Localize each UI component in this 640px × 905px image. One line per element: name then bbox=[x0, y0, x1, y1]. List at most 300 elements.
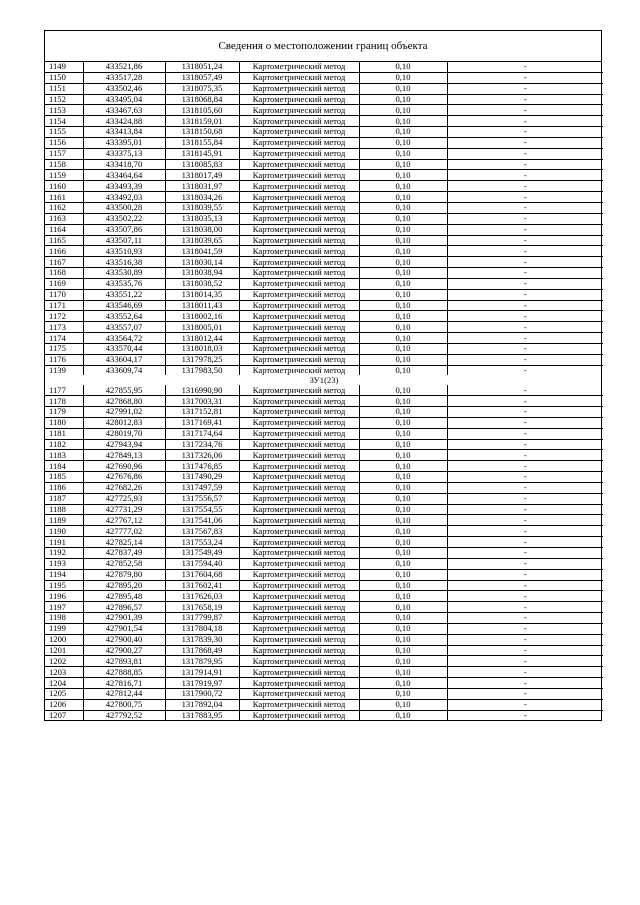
y-coordinate-cell: 1317476,85 bbox=[165, 461, 239, 472]
description-cell: - bbox=[447, 417, 603, 428]
x-coordinate-cell: 433418,70 bbox=[83, 159, 165, 170]
precision-cell: 0,10 bbox=[359, 127, 447, 138]
table-row bbox=[45, 311, 603, 322]
description-cell: - bbox=[447, 450, 603, 461]
table-row bbox=[45, 343, 603, 354]
method-cell: Картометрический метод bbox=[239, 127, 359, 138]
x-coordinate-cell: 427991,02 bbox=[83, 407, 165, 418]
x-coordinate-cell: 433604,17 bbox=[83, 354, 165, 365]
x-coordinate-cell: 433535,76 bbox=[83, 278, 165, 289]
precision-cell: 0,10 bbox=[359, 482, 447, 493]
table-row bbox=[45, 407, 603, 418]
precision-cell: 0,10 bbox=[359, 311, 447, 322]
point-number-cell: 1195 bbox=[45, 580, 83, 591]
method-cell: Картометрический метод bbox=[239, 105, 359, 116]
point-number-cell: 1158 bbox=[45, 159, 83, 170]
point-number-cell: 1193 bbox=[45, 558, 83, 569]
precision-cell: 0,10 bbox=[359, 667, 447, 678]
description-cell: - bbox=[447, 634, 603, 645]
table-body-part-2 bbox=[45, 385, 603, 720]
precision-cell: 0,10 bbox=[359, 343, 447, 354]
y-coordinate-cell: 1317604,68 bbox=[165, 569, 239, 580]
section-row bbox=[45, 375, 603, 385]
y-coordinate-cell: 1318068,84 bbox=[165, 94, 239, 105]
x-coordinate-cell: 433570,44 bbox=[83, 343, 165, 354]
x-coordinate-cell: 433510,93 bbox=[83, 246, 165, 257]
method-cell: Картометрический метод bbox=[239, 385, 359, 395]
x-coordinate-cell: 433493,39 bbox=[83, 181, 165, 192]
table-row bbox=[45, 613, 603, 624]
y-coordinate-cell: 1318039,55 bbox=[165, 202, 239, 213]
point-number-cell: 1200 bbox=[45, 634, 83, 645]
y-coordinate-cell: 1318159,01 bbox=[165, 116, 239, 127]
table-row bbox=[45, 439, 603, 450]
method-cell: Картометрический метод bbox=[239, 354, 359, 365]
x-coordinate-cell: 427812,44 bbox=[83, 688, 165, 699]
x-coordinate-cell: 433551,22 bbox=[83, 289, 165, 300]
point-number-cell: 1177 bbox=[45, 385, 83, 395]
y-coordinate-cell: 1318085,83 bbox=[165, 159, 239, 170]
x-coordinate-cell: 433530,89 bbox=[83, 268, 165, 279]
point-number-cell: 1205 bbox=[45, 688, 83, 699]
method-cell: Картометрический метод bbox=[239, 428, 359, 439]
description-cell: - bbox=[447, 333, 603, 344]
y-coordinate-cell: 1317839,30 bbox=[165, 634, 239, 645]
table-row bbox=[45, 710, 603, 720]
description-cell: - bbox=[447, 289, 603, 300]
method-cell: Картометрический метод bbox=[239, 268, 359, 279]
y-coordinate-cell: 1318038,52 bbox=[165, 278, 239, 289]
method-cell: Картометрический метод bbox=[239, 94, 359, 105]
method-cell: Картометрический метод bbox=[239, 526, 359, 537]
x-coordinate-cell: 433546,69 bbox=[83, 300, 165, 311]
description-cell: - bbox=[447, 656, 603, 667]
table-row bbox=[45, 667, 603, 678]
x-coordinate-cell: 433395,01 bbox=[83, 137, 165, 148]
y-coordinate-cell: 1318002,16 bbox=[165, 311, 239, 322]
x-coordinate-cell: 427725,93 bbox=[83, 493, 165, 504]
precision-cell: 0,10 bbox=[359, 213, 447, 224]
method-cell: Картометрический метод bbox=[239, 137, 359, 148]
x-coordinate-cell: 427837,49 bbox=[83, 547, 165, 558]
table-row bbox=[45, 537, 603, 548]
x-coordinate-cell: 433507,11 bbox=[83, 235, 165, 246]
table-row bbox=[45, 450, 603, 461]
description-cell: - bbox=[447, 300, 603, 311]
table-body-part-1 bbox=[45, 62, 603, 375]
x-coordinate-cell: 427855,95 bbox=[83, 385, 165, 395]
table-row bbox=[45, 246, 603, 257]
point-number-cell: 1165 bbox=[45, 235, 83, 246]
description-cell: - bbox=[447, 83, 603, 94]
method-cell: Картометрический метод bbox=[239, 667, 359, 678]
method-cell: Картометрический метод bbox=[239, 181, 359, 192]
table-row bbox=[45, 278, 603, 289]
y-coordinate-cell: 1317554,55 bbox=[165, 504, 239, 515]
point-number-cell: 1159 bbox=[45, 170, 83, 181]
y-coordinate-cell: 1317892,04 bbox=[165, 699, 239, 710]
point-number-cell: 1206 bbox=[45, 699, 83, 710]
y-coordinate-cell: 1318038,00 bbox=[165, 224, 239, 235]
precision-cell: 0,10 bbox=[359, 322, 447, 333]
point-number-cell: 1164 bbox=[45, 224, 83, 235]
description-cell: - bbox=[447, 428, 603, 439]
description-cell: - bbox=[447, 613, 603, 624]
x-coordinate-cell: 427895,48 bbox=[83, 591, 165, 602]
point-number-cell: 1157 bbox=[45, 148, 83, 159]
x-coordinate-cell: 427901,39 bbox=[83, 613, 165, 624]
table-row bbox=[45, 515, 603, 526]
table-row bbox=[45, 678, 603, 689]
description-cell: - bbox=[447, 407, 603, 418]
description-cell: - bbox=[447, 515, 603, 526]
y-coordinate-cell: 1317594,40 bbox=[165, 558, 239, 569]
y-coordinate-cell: 1316990,90 bbox=[165, 385, 239, 395]
table-row bbox=[45, 699, 603, 710]
y-coordinate-cell: 1317804,18 bbox=[165, 623, 239, 634]
precision-cell: 0,10 bbox=[359, 569, 447, 580]
table-row bbox=[45, 148, 603, 159]
description-cell: - bbox=[447, 699, 603, 710]
precision-cell: 0,10 bbox=[359, 289, 447, 300]
table-row bbox=[45, 634, 603, 645]
x-coordinate-cell: 427879,80 bbox=[83, 569, 165, 580]
point-number-cell: 1153 bbox=[45, 105, 83, 116]
method-cell: Картометрический метод bbox=[239, 504, 359, 515]
x-coordinate-cell: 427900,40 bbox=[83, 634, 165, 645]
description-cell: - bbox=[447, 116, 603, 127]
y-coordinate-cell: 1317169,41 bbox=[165, 417, 239, 428]
y-coordinate-cell: 1317799,87 bbox=[165, 613, 239, 624]
y-coordinate-cell: 1318012,44 bbox=[165, 333, 239, 344]
precision-cell: 0,10 bbox=[359, 224, 447, 235]
x-coordinate-cell: 427849,13 bbox=[83, 450, 165, 461]
y-coordinate-cell: 1317556,57 bbox=[165, 493, 239, 504]
description-cell: - bbox=[447, 688, 603, 699]
method-cell: Картометрический метод bbox=[239, 472, 359, 483]
table-row bbox=[45, 547, 603, 558]
description-cell: - bbox=[447, 181, 603, 192]
table-row bbox=[45, 580, 603, 591]
precision-cell: 0,10 bbox=[359, 72, 447, 83]
description-cell: - bbox=[447, 224, 603, 235]
y-coordinate-cell: 1318041,59 bbox=[165, 246, 239, 257]
table-row bbox=[45, 461, 603, 472]
description-cell: - bbox=[447, 213, 603, 224]
precision-cell: 0,10 bbox=[359, 181, 447, 192]
point-number-cell: 1150 bbox=[45, 72, 83, 83]
point-number-cell: 1154 bbox=[45, 116, 83, 127]
table-row bbox=[45, 127, 603, 138]
method-cell: Картометрический метод bbox=[239, 634, 359, 645]
table-row bbox=[45, 645, 603, 656]
coordinates-table bbox=[45, 62, 603, 720]
y-coordinate-cell: 1317553,24 bbox=[165, 537, 239, 548]
description-cell: - bbox=[447, 311, 603, 322]
document-title: Сведения о местоположении границ объекта bbox=[45, 31, 601, 62]
method-cell: Картометрический метод bbox=[239, 580, 359, 591]
x-coordinate-cell: 427901,54 bbox=[83, 623, 165, 634]
table-row bbox=[45, 116, 603, 127]
x-coordinate-cell: 428012,83 bbox=[83, 417, 165, 428]
table-row bbox=[45, 417, 603, 428]
description-cell: - bbox=[447, 170, 603, 181]
precision-cell: 0,10 bbox=[359, 623, 447, 634]
table-row bbox=[45, 300, 603, 311]
precision-cell: 0,10 bbox=[359, 472, 447, 483]
table-row bbox=[45, 526, 603, 537]
x-coordinate-cell: 427731,29 bbox=[83, 504, 165, 515]
point-number-cell: 1190 bbox=[45, 526, 83, 537]
description-cell: - bbox=[447, 62, 603, 72]
description-cell: - bbox=[447, 678, 603, 689]
y-coordinate-cell: 1318038,94 bbox=[165, 268, 239, 279]
y-coordinate-cell: 1317003,31 bbox=[165, 396, 239, 407]
description-cell: - bbox=[447, 558, 603, 569]
x-coordinate-cell: 433557,07 bbox=[83, 322, 165, 333]
point-number-cell: 1171 bbox=[45, 300, 83, 311]
x-coordinate-cell: 433521,86 bbox=[83, 62, 165, 72]
method-cell: Картометрический метод bbox=[239, 83, 359, 94]
x-coordinate-cell: 433492,03 bbox=[83, 192, 165, 203]
description-cell: - bbox=[523, 710, 527, 721]
table-row bbox=[45, 482, 603, 493]
x-coordinate-cell: 427900,27 bbox=[83, 645, 165, 656]
y-coordinate-cell: 1317983,50 bbox=[165, 365, 239, 375]
table-row bbox=[45, 428, 603, 439]
point-number-cell: 1204 bbox=[45, 678, 83, 689]
description-cell: - bbox=[447, 278, 603, 289]
table-row bbox=[45, 192, 603, 203]
description-cell: - bbox=[447, 645, 603, 656]
method-cell: Картометрический метод bbox=[239, 235, 359, 246]
point-number-cell: 1189 bbox=[45, 515, 83, 526]
precision-cell: 0,10 bbox=[359, 202, 447, 213]
x-coordinate-cell: 433464,64 bbox=[83, 170, 165, 181]
method-cell: Картометрический метод bbox=[239, 289, 359, 300]
point-number-cell: 1197 bbox=[45, 602, 83, 613]
x-coordinate-cell: 427825,14 bbox=[83, 537, 165, 548]
precision-cell: 0,10 bbox=[359, 699, 447, 710]
table-row bbox=[45, 235, 603, 246]
table-row bbox=[45, 385, 603, 395]
description-cell: - bbox=[447, 472, 603, 483]
precision-cell: 0,10 bbox=[359, 170, 447, 181]
point-number-cell: 1179 bbox=[45, 407, 83, 418]
table-row bbox=[45, 504, 603, 515]
x-coordinate-cell: 433517,28 bbox=[83, 72, 165, 83]
table-row bbox=[45, 170, 603, 181]
y-coordinate-cell: 1317174,64 bbox=[165, 428, 239, 439]
method-cell: Картометрический метод bbox=[239, 613, 359, 624]
table-row bbox=[45, 602, 603, 613]
precision-cell: 0,10 bbox=[359, 268, 447, 279]
y-coordinate-cell: 1317567,83 bbox=[165, 526, 239, 537]
precision-cell: 0,10 bbox=[359, 558, 447, 569]
precision-cell: 0,10 bbox=[359, 365, 447, 375]
description-cell: - bbox=[447, 354, 603, 365]
y-coordinate-cell: 1318150,68 bbox=[165, 127, 239, 138]
y-coordinate-cell: 1318031,97 bbox=[165, 181, 239, 192]
x-coordinate-cell: 433375,13 bbox=[83, 148, 165, 159]
method-cell: Картометрический метод bbox=[239, 537, 359, 548]
table-row bbox=[45, 83, 603, 94]
y-coordinate-cell: 1318051,24 bbox=[165, 62, 239, 72]
point-number-cell: 1181 bbox=[45, 428, 83, 439]
y-coordinate-cell: 1318005,01 bbox=[165, 322, 239, 333]
x-coordinate-cell: 433495,04 bbox=[83, 94, 165, 105]
precision-cell: 0,10 bbox=[359, 417, 447, 428]
x-coordinate-cell: 433516,38 bbox=[83, 257, 165, 268]
x-coordinate-cell: 433424,88 bbox=[83, 116, 165, 127]
table-row bbox=[45, 472, 603, 483]
description-cell: - bbox=[447, 504, 603, 515]
table-row bbox=[45, 354, 603, 365]
y-coordinate-cell: 1318011,43 bbox=[165, 300, 239, 311]
precision-cell: 0,10 bbox=[359, 710, 447, 720]
description-cell: - bbox=[447, 623, 603, 634]
table-row bbox=[45, 569, 603, 580]
table-row bbox=[45, 105, 603, 116]
description-cell: - bbox=[447, 482, 603, 493]
point-number-cell: 1149 bbox=[45, 62, 83, 72]
x-coordinate-cell: 433467,63 bbox=[83, 105, 165, 116]
description-cell: - bbox=[447, 385, 603, 395]
x-coordinate-cell: 427690,96 bbox=[83, 461, 165, 472]
y-coordinate-cell: 1318105,60 bbox=[165, 105, 239, 116]
point-number-cell: 1186 bbox=[45, 482, 83, 493]
point-number-cell: 1172 bbox=[45, 311, 83, 322]
method-cell: Картометрический метод bbox=[239, 417, 359, 428]
description-cell: - bbox=[447, 461, 603, 472]
description-cell: - bbox=[447, 257, 603, 268]
y-coordinate-cell: 1317879,95 bbox=[165, 656, 239, 667]
y-coordinate-cell: 1318155,84 bbox=[165, 137, 239, 148]
y-coordinate-cell: 1317152,81 bbox=[165, 407, 239, 418]
y-coordinate-cell: 1318017,49 bbox=[165, 170, 239, 181]
method-cell: Картометрический метод bbox=[239, 278, 359, 289]
method-cell: Картометрический метод bbox=[239, 515, 359, 526]
description-cell: - bbox=[447, 537, 603, 548]
point-number-cell: 1183 bbox=[45, 450, 83, 461]
y-coordinate-cell: 1317868,49 bbox=[165, 645, 239, 656]
x-coordinate-cell: 427676,86 bbox=[83, 472, 165, 483]
method-cell: Картометрический метод bbox=[239, 365, 359, 375]
x-coordinate-cell: 427816,71 bbox=[83, 678, 165, 689]
point-number-cell: 1191 bbox=[45, 537, 83, 548]
description-cell: - bbox=[447, 246, 603, 257]
description-cell: - bbox=[447, 105, 603, 116]
method-cell: Картометрический метод bbox=[239, 170, 359, 181]
point-number-cell: 1173 bbox=[45, 322, 83, 333]
precision-cell: 0,10 bbox=[359, 300, 447, 311]
precision-cell: 0,10 bbox=[359, 278, 447, 289]
method-cell: Картометрический метод bbox=[239, 450, 359, 461]
x-coordinate-cell: 433507,86 bbox=[83, 224, 165, 235]
method-cell: Картометрический метод bbox=[239, 148, 359, 159]
precision-cell: 0,10 bbox=[359, 94, 447, 105]
precision-cell: 0,10 bbox=[359, 246, 447, 257]
y-coordinate-cell: 1318018,03 bbox=[165, 343, 239, 354]
precision-cell: 0,10 bbox=[359, 461, 447, 472]
precision-cell: 0,10 bbox=[359, 396, 447, 407]
table-row bbox=[45, 181, 603, 192]
point-number-cell: 1169 bbox=[45, 278, 83, 289]
table-row bbox=[45, 213, 603, 224]
method-cell: Картометрический метод bbox=[239, 602, 359, 613]
precision-cell: 0,10 bbox=[359, 547, 447, 558]
description-cell: - bbox=[447, 591, 603, 602]
point-number-cell: 1161 bbox=[45, 192, 83, 203]
description-cell: - bbox=[447, 396, 603, 407]
precision-cell: 0,10 bbox=[359, 537, 447, 548]
precision-cell: 0,10 bbox=[359, 493, 447, 504]
table-row bbox=[45, 558, 603, 569]
precision-cell: 0,10 bbox=[359, 116, 447, 127]
method-cell: Картометрический метод bbox=[239, 591, 359, 602]
precision-cell: 0,10 bbox=[359, 385, 447, 395]
point-number-cell: 1182 bbox=[45, 439, 83, 450]
x-coordinate-cell: 427682,26 bbox=[83, 482, 165, 493]
y-coordinate-cell: 1317900,72 bbox=[165, 688, 239, 699]
precision-cell: 0,10 bbox=[359, 83, 447, 94]
x-coordinate-cell: 427943,94 bbox=[83, 439, 165, 450]
precision-cell: 0,10 bbox=[359, 613, 447, 624]
description-cell: - bbox=[447, 580, 603, 591]
precision-cell: 0,10 bbox=[359, 645, 447, 656]
x-coordinate-cell: 427868,80 bbox=[83, 396, 165, 407]
x-coordinate-cell: 433500,28 bbox=[83, 202, 165, 213]
method-cell: Картометрический метод bbox=[239, 322, 359, 333]
point-number-cell: 1155 bbox=[45, 127, 83, 138]
y-coordinate-cell: 1317497,59 bbox=[165, 482, 239, 493]
point-number-cell: 1203 bbox=[45, 667, 83, 678]
table-row bbox=[45, 396, 603, 407]
point-number-cell: 1152 bbox=[45, 94, 83, 105]
point-number-cell: 1199 bbox=[45, 623, 83, 634]
method-cell: Картометрический метод bbox=[239, 678, 359, 689]
description-cell: - bbox=[447, 72, 603, 83]
precision-cell: 0,10 bbox=[359, 678, 447, 689]
section-header bbox=[45, 375, 603, 385]
point-number-cell: 1180 bbox=[45, 417, 83, 428]
method-cell: Картометрический метод bbox=[239, 159, 359, 170]
y-coordinate-cell: 1317326,06 bbox=[165, 450, 239, 461]
method-cell: Картометрический метод bbox=[239, 116, 359, 127]
description-cell: - bbox=[447, 602, 603, 613]
description-cell: - bbox=[447, 547, 603, 558]
precision-cell: 0,10 bbox=[359, 504, 447, 515]
method-cell: Картометрический метод bbox=[239, 246, 359, 257]
point-number-cell: 1176 bbox=[45, 354, 83, 365]
point-number-cell: 1185 bbox=[45, 472, 83, 483]
y-coordinate-cell: 1318057,49 bbox=[165, 72, 239, 83]
point-number-cell: 1168 bbox=[45, 268, 83, 279]
precision-cell: 0,10 bbox=[359, 634, 447, 645]
table-row bbox=[45, 688, 603, 699]
method-cell: Картометрический метод bbox=[239, 224, 359, 235]
method-cell: Картометрический метод bbox=[239, 461, 359, 472]
description-cell: - bbox=[447, 268, 603, 279]
table-row bbox=[45, 591, 603, 602]
precision-cell: 0,10 bbox=[359, 148, 447, 159]
point-number-cell: 1207 bbox=[45, 710, 83, 720]
table-row bbox=[45, 365, 603, 375]
y-coordinate-cell: 1317883,95 bbox=[165, 710, 239, 720]
method-cell: Картометрический метод bbox=[239, 688, 359, 699]
table-row bbox=[45, 257, 603, 268]
x-coordinate-cell: 427888,85 bbox=[83, 667, 165, 678]
